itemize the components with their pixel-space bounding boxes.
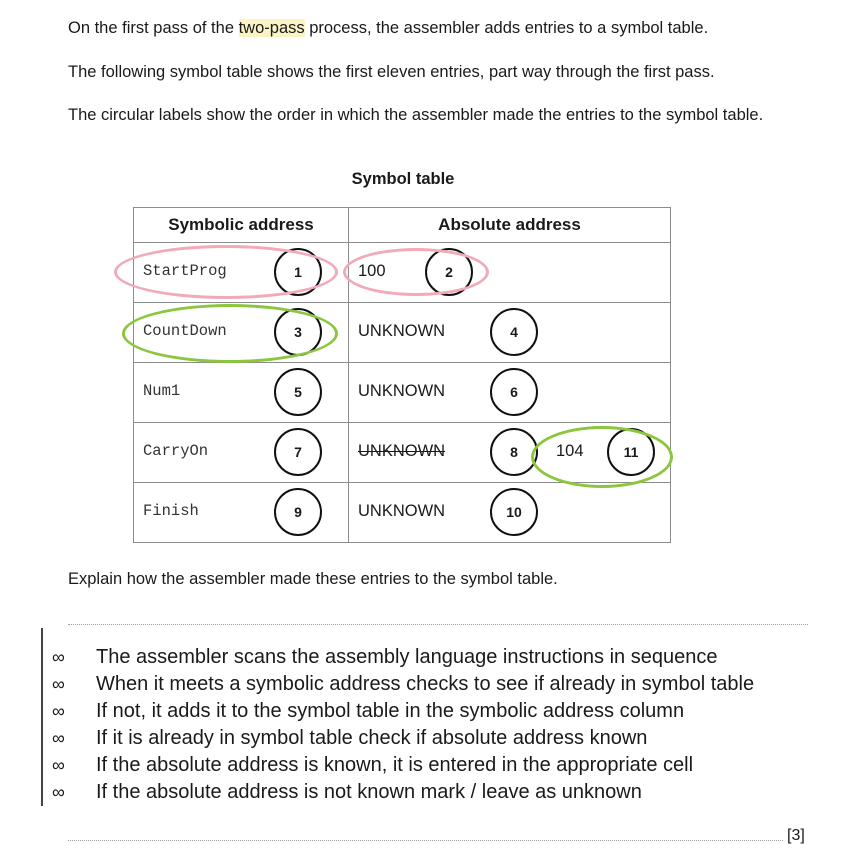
order-label: 7 [274,428,322,476]
order-label: 3 [274,308,322,356]
symbol-name: CarryOn [143,442,209,460]
order-label: 2 [425,248,473,296]
question-text: Explain how the assembler made these entries to the symbol table. [68,570,558,588]
absolute-value: UNKNOWN [358,322,446,340]
table-row [134,483,671,543]
answer-margin-bar [41,628,43,806]
table-header-row [134,208,671,243]
order-label: 1 [274,248,322,296]
absolute-cell [349,243,671,303]
infinity-bullet-icon: ∞ [52,674,65,694]
symbol-cell [134,423,349,483]
order-label: 8 [490,428,538,476]
intro-paragraph-1 [68,18,708,39]
absolute-value: UNKNOWN [358,382,446,400]
highlighted-term: two-pass [238,19,305,37]
marks-label: [3] [787,827,805,844]
symbol-name: StartProg [143,262,227,280]
symbol-cell [134,243,349,303]
symbol-cell [134,303,349,363]
table-row [134,303,671,363]
absolute-cell [349,483,671,543]
order-label: 9 [274,488,322,536]
order-label: 5 [274,368,322,416]
symbol-cell [134,483,349,543]
infinity-bullet-icon: ∞ [52,755,65,775]
intro-paragraph-2: The following symbol table shows the first eleven entries, part way through the first pass. [68,63,715,81]
symbol-cell [134,363,349,423]
order-label: 10 [490,488,538,536]
order-label: 11 [607,428,655,476]
infinity-bullet-icon: ∞ [52,701,65,721]
table-title: Symbol table [351,170,455,188]
symbol-name: Finish [143,502,199,520]
symbol-name: CountDown [143,322,227,340]
absolute-cell [349,303,671,363]
absolute-value-crossed-out: UNKNOWN [358,442,446,460]
answer-text: If not, it adds it to the symbol table in the symbolic address column [96,700,685,722]
intro-p1-end: process, the assembler adds entries to a symbol table. [304,19,709,37]
absolute-value: 100 [358,262,386,280]
header-symbolic-address: Symbolic address [134,208,349,243]
table-row [134,423,671,483]
absolute-value: UNKNOWN [358,502,446,520]
absolute-value-updated: 104 [556,442,584,460]
symbol-name: Num1 [143,382,181,400]
answer-dotted-line [68,624,808,625]
answer-dotted-line [68,840,783,841]
infinity-bullet-icon: ∞ [52,782,65,802]
intro-p1-start: On the first pass of the [68,19,239,37]
answer-text: If the absolute address is not known mark / leave as unknown [96,781,642,803]
answer-text: If the absolute address is known, it is entered in the appropriate cell [96,754,694,776]
answer-text: When it meets a symbolic address checks to see if already in symbol table [96,673,755,695]
order-label: 4 [490,308,538,356]
table-row [134,243,671,303]
table-row [134,363,671,423]
absolute-cell [349,423,671,483]
absolute-cell [349,363,671,423]
intro-paragraph-3: The circular labels show the order in which the assembler made the entries to the symbol table. [68,106,764,124]
symbol-table [133,207,671,543]
answer-text: If it is already in symbol table check if absolute address known [96,727,648,749]
answer-text: The assembler scans the assembly language instructions in sequence [96,646,718,668]
infinity-bullet-icon: ∞ [52,647,65,667]
infinity-bullet-icon: ∞ [52,728,65,748]
header-absolute-address: Absolute address [349,208,671,243]
order-label: 6 [490,368,538,416]
